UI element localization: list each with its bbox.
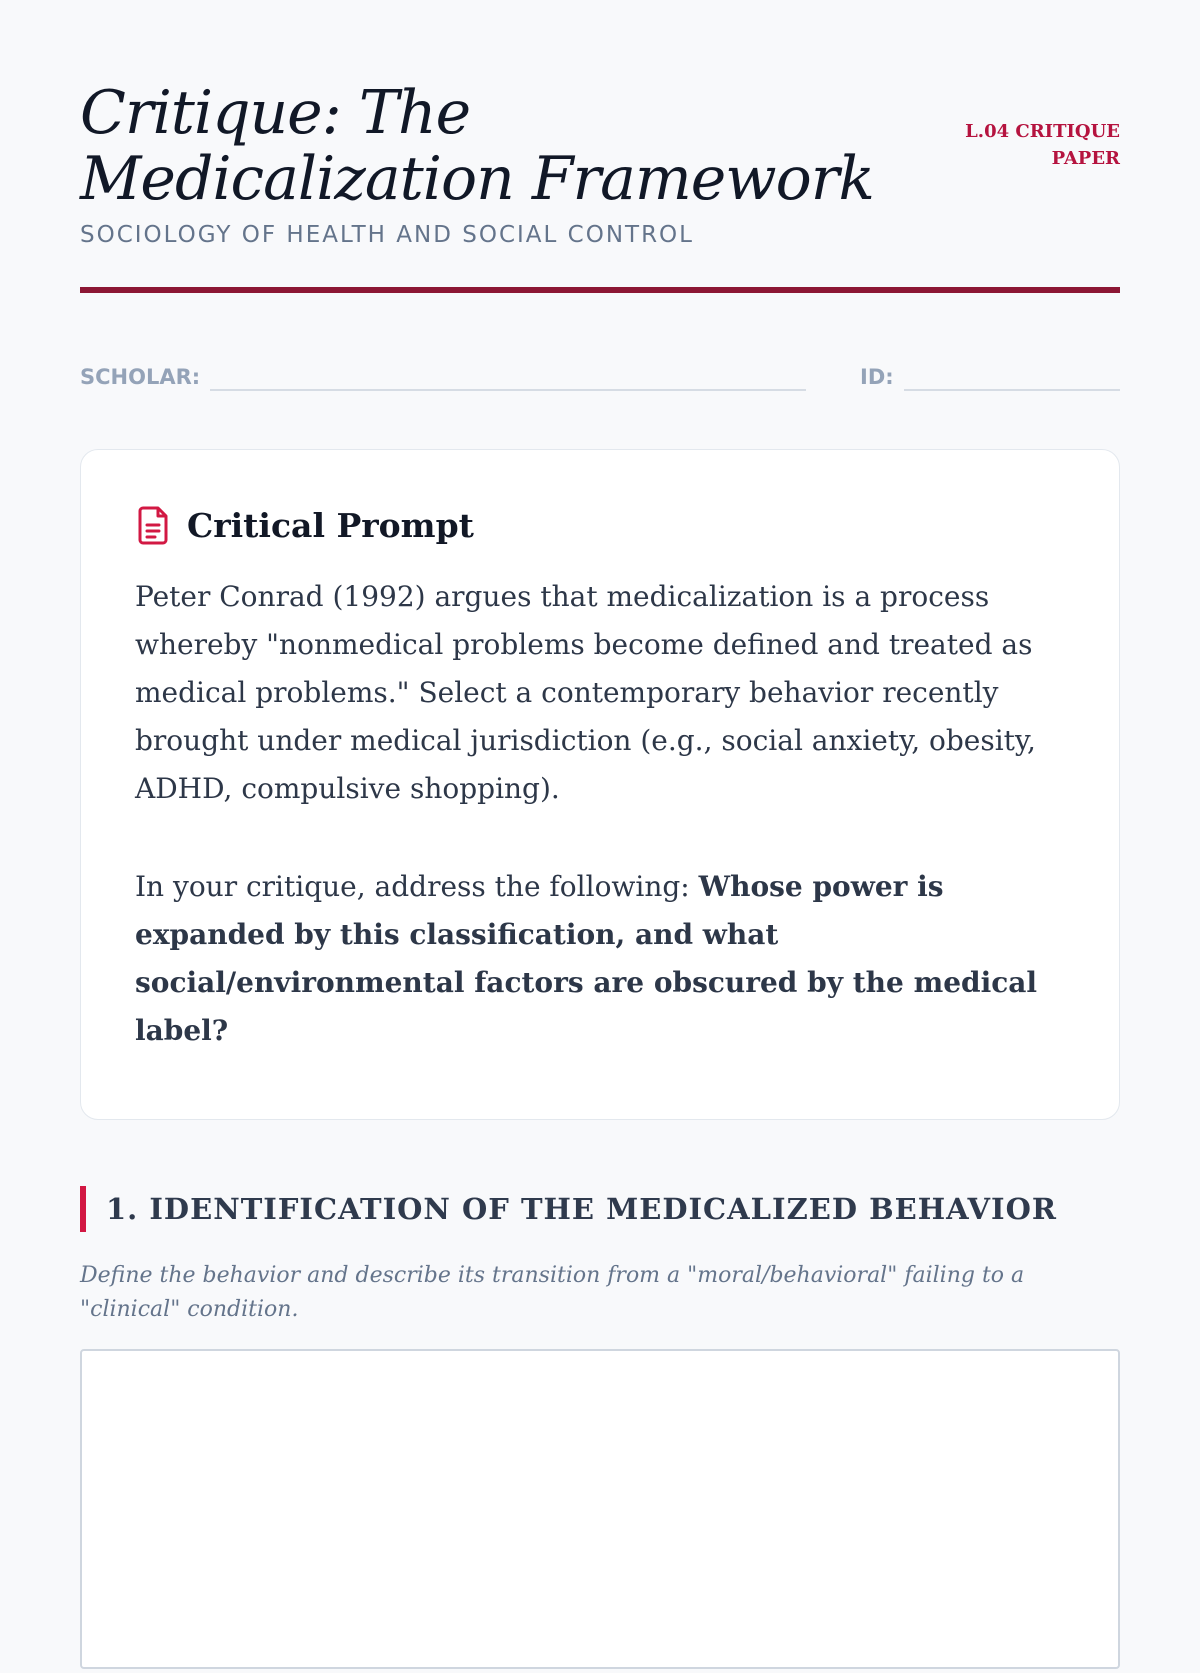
prompt-paragraph-2 [135,863,1065,1055]
prompt-paragraph-1: Peter Conrad (1992) argues that medicalization is a process whereby "nonmedical problems become defined and treated as medical problems." Select a contemporary behavior recently brought under medical jurisdiction (e.g., social anxiety, obesity, ADHD, compulsive shopping). [135,580,1036,805]
page-title: Critique: The Medicalization Framework [80,78,874,214]
scholar-field[interactable] [210,389,806,391]
critical-prompt-header [135,502,1065,548]
section-instructions: Define the behavior and describe its transition from a "moral/behavioral" failing to a "clinical" condition. [80,1263,1025,1322]
section-title: 1. IDENTIFICATION OF THE MEDICALIZED BEHAVIOR [106,1192,1057,1226]
prompt-paragraph-2-lead: In your critique, address the following: [135,870,690,903]
id-label: ID: [860,365,894,389]
page-header [80,80,1120,293]
critique-page [80,0,1120,1673]
course-name: SOCIOLOGY OF HEALTH AND SOCIAL CONTROL [80,222,694,248]
id-field[interactable] [904,389,1120,391]
critical-prompt-title: Critical Prompt [187,505,474,545]
identification-answer-input[interactable] [80,1349,1120,1669]
document-icon [135,505,171,545]
scholar-label: SCHOLAR: [80,365,201,389]
prompt-paragraph-2-emphasis: Whose power is expanded by this classification, and what social/environmental factors are obscured by the medical label? [135,870,1038,1047]
document-tag: L.04 CRITIQUE PAPER [965,121,1120,169]
critical-prompt-card [80,449,1120,1120]
student-fields [80,293,1120,449]
section-accent-bar [80,1186,86,1232]
